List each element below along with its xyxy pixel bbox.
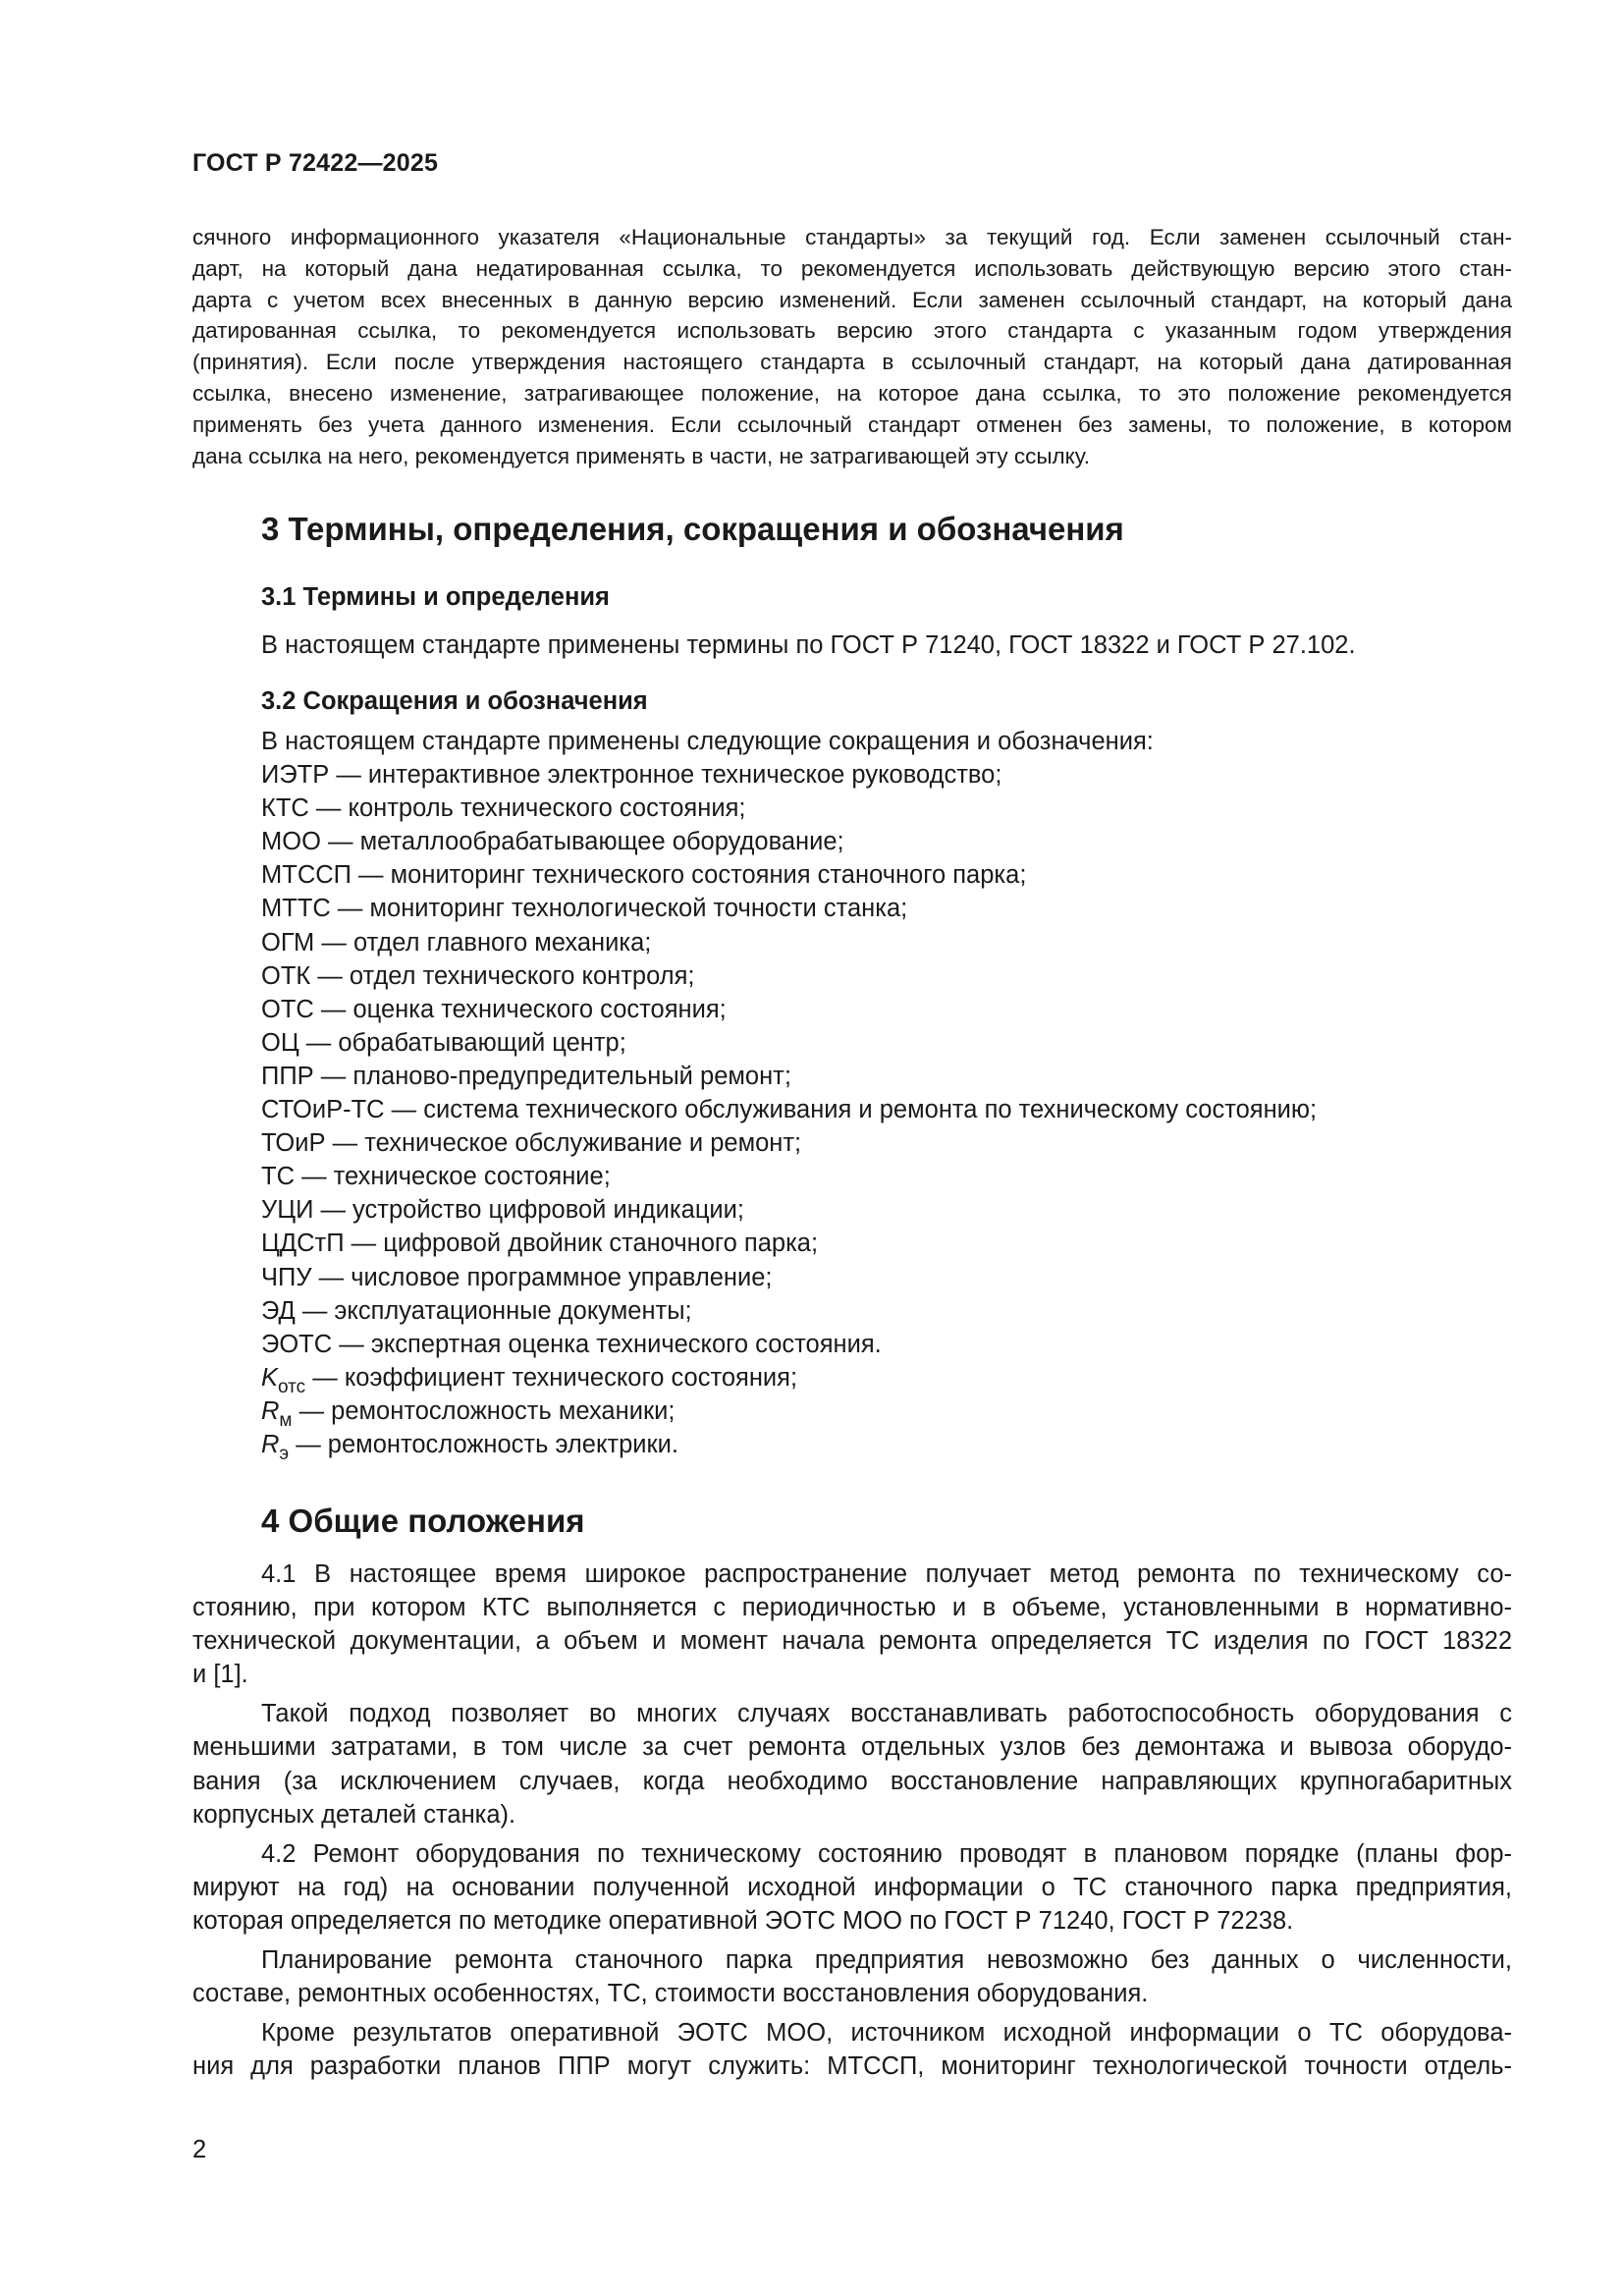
symbol-subscript: э [279,1443,290,1464]
intro-paragraph [192,222,1512,471]
abbreviation-item: УЦИ — устройство цифровой индикации; [261,1196,745,1225]
terms-text: В настоящем стандарте применены термины по ГОСТ Р 71240, ГОСТ 18322 и ГОСТ Р 27.102. [261,631,1356,659]
text-line: мируют на год) на основании полученной исходной информации о ТС станочного парка предприятия, [192,1873,1512,1901]
paragraph [192,2016,1512,2083]
text-line: ния для разработки планов ППР могут служить: МТССП, мониторинг технологической точности отдель- [192,2052,1512,2081]
abbreviation-item: ОТС — оценка технического состояния; [261,995,727,1023]
text-line: 4.2 Ремонт оборудования по техническому состоянию проводят в плановом порядке (планы фор- [261,1839,1512,1868]
text-line: и [1]. [192,1661,248,1689]
text-line: датированная ссылка, то рекомендуется использовать версию этого стандарта с указанным годом утверждения [192,318,1512,344]
paragraph [192,1558,1512,1691]
symbol-description: — ремонтосложность электрики. [289,1430,679,1458]
section-4-heading: 4 Общие положения [261,1503,585,1539]
symbol-letter: R [261,1430,280,1458]
symbol-description: — ремонтосложность механики; [292,1396,676,1425]
text-line: (принятия). Если после утверждения настоящего стандарта в ссылочный стандарт, на который дана датированная [192,350,1512,375]
abbreviation-item: ЭОТС — экспертная оценка технического состояния. [261,1330,882,1358]
abbreviation-item: ППР — планово-предупредительный ремонт; [261,1062,791,1090]
abbreviation-item: МТТС — мониторинг технологической точности станка; [261,895,908,923]
section-3-heading: 3 Термины, определения, сокращения и обозначения [261,511,1124,547]
text-line: составе, ремонтных особенностях, ТС, стоимости восстановления оборудования. [192,1980,1149,2008]
section-4-body [192,1558,1512,2083]
abbreviation-list [261,725,1318,1464]
text-line: 4.1 В настоящее время широкое распространение получает метод ремонта по техническому со- [261,1560,1512,1588]
abbreviation-item: ЦДСтП — цифровой двойник станочного парка; [261,1230,819,1258]
text-line: применять без учета данного изменения. Если ссылочный стандарт отменен без замены, то положение, в котором [192,411,1512,437]
subsection-3-1-heading: 3.1 Термины и определения [261,583,610,611]
symbol-description: — коэффициент технического состояния; [305,1363,798,1392]
text-line: Кроме результатов оперативной ЭОТС МОО, источником исходной информации о ТС оборудова- [261,2019,1512,2048]
paragraph [192,1837,1512,1938]
symbol-letter: K [261,1363,279,1392]
abbreviation-item: КТС — контроль технического состояния; [261,794,746,823]
abbreviation-item: СТОиР-ТС — система технического обслуживания и ремонта по техническому состоянию; [261,1096,1318,1124]
text-line: дарт, на который дана недатированная ссылка, то рекомендуется использовать действующую версию этого стан- [192,255,1512,281]
text-line: ссылка, внесено изменение, затрагивающее положение, на которое дана ссылка, то это положение рекомендуется [192,380,1512,406]
text-line: Планирование ремонта станочного парка предприятия невозможно без данных о численности, [261,1946,1512,1975]
abbreviation-item: МОО — металлообрабатывающее оборудование; [261,828,844,856]
abbreviation-item: ОГМ — отдел главного механика; [261,928,652,957]
symbol-item [261,1428,1317,1464]
page-number: 2 [192,2136,207,2163]
text-line: сячного информационного указателя «Национальные стандарты» за текущий год. Если заменен ссылочный стан- [192,225,1512,249]
abbreviation-item: ЧПУ — числовое программное управление; [261,1263,773,1291]
text-line: вания (за исключением случаев, когда необходимо восстановление направляющих крупногабаритных [192,1767,1512,1795]
text-line: корпусных деталей станка). [192,1800,516,1829]
abbreviation-intro: В настоящем стандарте применены следующие сокращения и обозначения: [261,728,1154,755]
symbol-letter: R [261,1396,280,1425]
text-line: Такой подход позволяет во многих случаях восстанавливать работоспособность оборудования с [261,1700,1512,1728]
abbreviation-item: ТС — техническое состояние; [261,1163,611,1191]
document-code: ГОСТ Р 72422—2025 [192,149,439,177]
text-line: стоянию, при котором КТС выполняется с периодичностью и в объеме, установленными в нормативно- [192,1594,1512,1622]
abbreviation-item: ОТК — отдел технического контроля; [261,961,695,990]
paragraph [192,1697,1512,1831]
abbreviation-item: ЭД — эксплуатационные документы; [261,1296,692,1325]
symbol-item [261,1361,1317,1397]
paragraph [192,1943,1512,2010]
symbol-subscript: отс [278,1376,306,1397]
abbreviation-item: МТССП — мониторинг технического состояния станочного парка; [261,861,1027,890]
abbreviation-item: ТОиР — техническое обслуживание и ремонт; [261,1129,802,1158]
abbreviation-item: ОЦ — обрабатывающий центр; [261,1028,626,1057]
text-line: меньшими затратами, в том числе за счет ремонта отдельных узлов без демонтажа и вывоза оборудо- [192,1733,1512,1762]
subsection-3-2-heading: 3.2 Сокращения и обозначения [261,687,648,715]
symbol-subscript: м [279,1409,293,1431]
abbreviation-item: ИЭТР — интерактивное электронное техническое руководство; [261,761,1002,790]
text-line: дарта с учетом всех внесенных в данную версию изменений. Если заменен ссылочный стандарт, на который дана [192,287,1512,312]
text-line: технической документации, а объем и момент начала ремонта определяется ТС изделия по ГОСТ 18322 [192,1627,1512,1656]
text-line: дана ссылка на него, рекомендуется применять в части, не затрагивающей эту ссылку. [192,443,1090,468]
text-line: которая определяется по методике оперативной ЭОТС МОО по ГОСТ Р 71240, ГОСТ Р 72238. [192,1906,1294,1935]
symbol-item [261,1394,1317,1431]
